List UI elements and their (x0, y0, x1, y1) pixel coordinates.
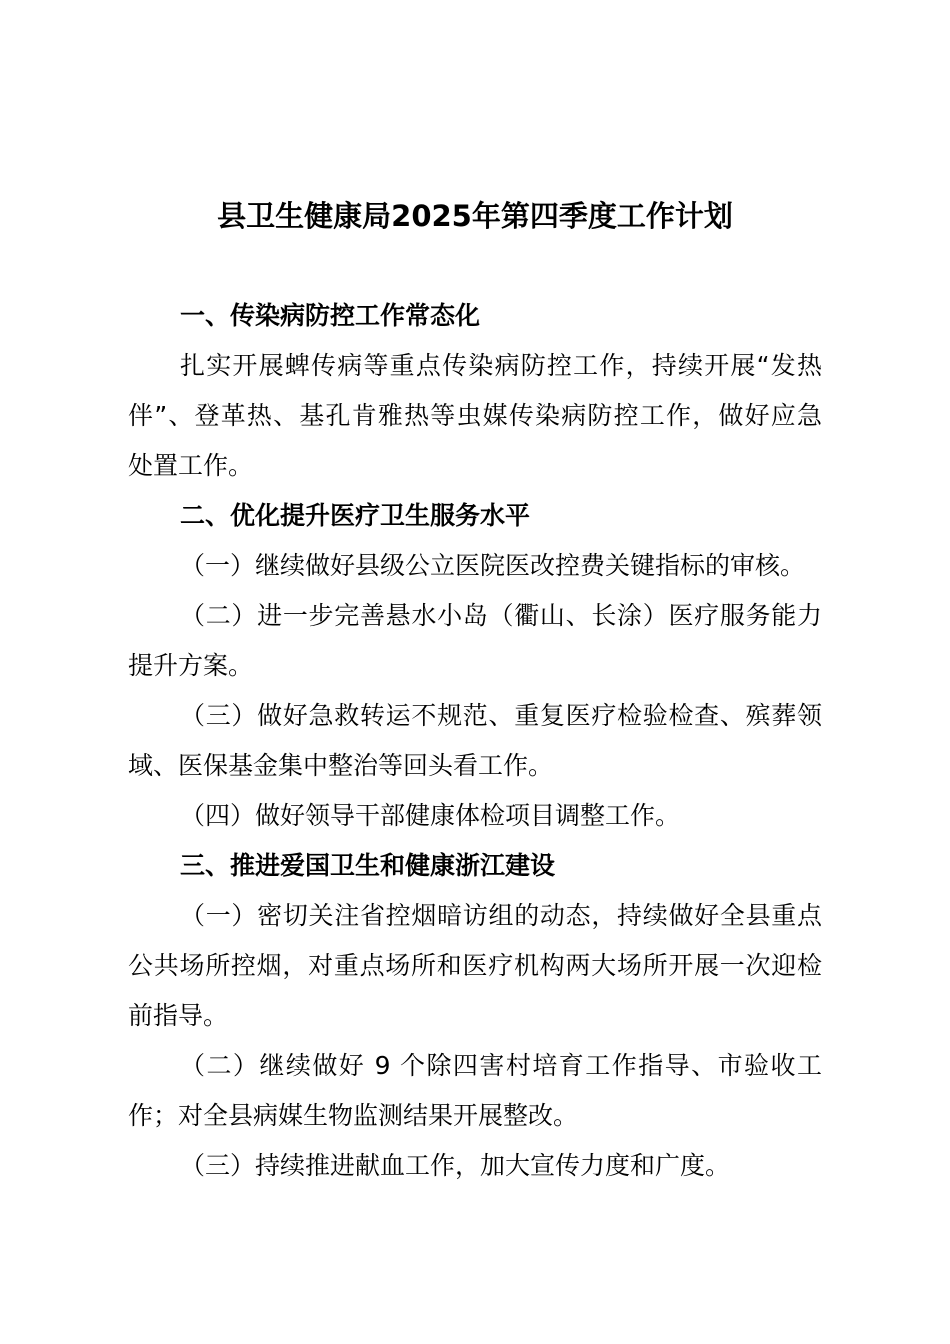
paragraph (128, 1141, 822, 1191)
paragraph (128, 341, 822, 491)
text-line: 作；对全县病媒生物监测结果开展整改。 (128, 1101, 579, 1130)
text-line: 公共场所控烟，对重点场所和医疗机构两大场所开展一次迎检 (128, 951, 822, 980)
text-line: （二）继续做好 9 个除四害村培育工作指导、市验收工 (180, 1051, 822, 1080)
text-line: 前指导。 (128, 1001, 229, 1030)
document-title: 县卫生健康局2025年第四季度工作计划 (217, 199, 733, 233)
paragraph (128, 791, 822, 841)
text-line: 三、推进爱国卫生和健康浙江建设 (180, 851, 556, 880)
text-line: 域、医保基金集中整治等回头看工作。 (128, 751, 554, 780)
section-heading (128, 841, 822, 891)
paragraph (128, 891, 822, 1041)
text-line: 处置工作。 (128, 451, 254, 480)
text-line: 一、传染病防控工作常态化 (180, 301, 481, 330)
paragraph (128, 691, 822, 791)
paragraph (128, 591, 822, 691)
text-line: （二）进一步完善悬水小岛（衢山、长涂）医疗服务能力 (180, 601, 822, 630)
text-line: （一）密切关注省控烟暗访组的动态，持续做好全县重点 (180, 901, 822, 930)
section-heading (128, 291, 822, 341)
text-line: 提升方案。 (128, 651, 254, 680)
text-line: 二、优化提升医疗卫生服务水平 (180, 501, 531, 530)
document-body (128, 291, 822, 1191)
text-line: （一）继续做好县级公立医院医改控费关键指标的审核。 (180, 551, 806, 580)
text-line: （四）做好领导干部健康体检项目调整工作。 (180, 801, 681, 830)
text-line: （三）做好急救转运不规范、重复医疗检验检查、殡葬领 (180, 701, 822, 730)
text-line: （三）持续推进献血工作，加大宣传力度和广度。 (180, 1151, 731, 1180)
paragraph (128, 1041, 822, 1141)
text-line: 扎实开展蜱传病等重点传染病防控工作，持续开展“发热 (180, 351, 822, 380)
text-line: 伴”、登革热、基孔肯雅热等虫媒传染病防控工作，做好应急 (128, 401, 822, 430)
section-heading (128, 491, 822, 541)
paragraph (128, 541, 822, 591)
